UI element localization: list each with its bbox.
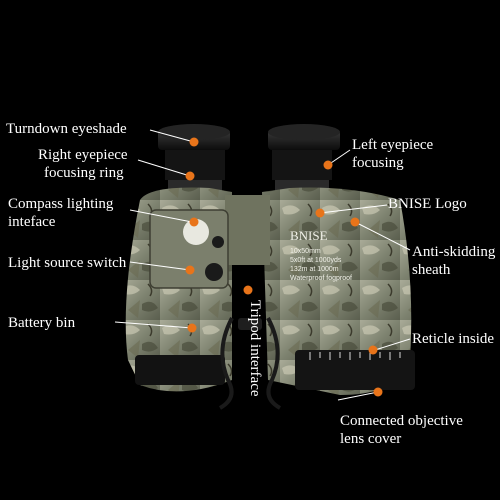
marker-left-eyepiece	[324, 161, 333, 170]
label-right-eyepiece: Right eyepiece focusing ring	[38, 147, 128, 181]
marker-reticle	[369, 346, 378, 355]
spec-line-4: Waterproof fogproof	[290, 275, 352, 282]
marker-eyeshade	[190, 138, 199, 147]
marker-tripod	[244, 286, 253, 295]
right-eyepiece	[158, 124, 230, 192]
spec-line-3: 132m at 1000m	[290, 266, 339, 273]
label-objective-lens-cover: Connected objective lens cover	[340, 413, 463, 447]
left-eyepiece	[268, 124, 340, 192]
label-bnise-logo: BNISE Logo	[388, 196, 467, 212]
label-light-source-switch: Light source switch	[8, 255, 127, 271]
spec-line-1: 10x50mm	[290, 248, 321, 255]
marker-compass	[190, 218, 199, 227]
marker-logo	[316, 209, 325, 218]
label-battery-bin: Battery bin	[8, 315, 76, 331]
label-left-eyepiece: Left eyepiece focusing	[352, 137, 434, 171]
marker-battery	[188, 324, 197, 333]
marker-right-eyepiece	[186, 172, 195, 181]
label-turndown-eyeshade: Turndown eyeshade	[6, 121, 127, 137]
brand-engraving: BNISE	[290, 228, 328, 243]
marker-sheath	[351, 218, 360, 227]
marker-lens-cover	[374, 388, 383, 397]
marker-light-switch	[186, 266, 195, 275]
label-anti-skidding: Anti-skidding sheath	[412, 244, 496, 278]
label-tripod-interface: Tripod interface	[247, 300, 263, 397]
label-compass-lighting: Compass lighting inteface	[8, 196, 114, 230]
label-reticle-inside: Reticle inside	[412, 331, 495, 347]
spec-line-2: 5x0ft at 1000yds	[290, 257, 342, 264]
